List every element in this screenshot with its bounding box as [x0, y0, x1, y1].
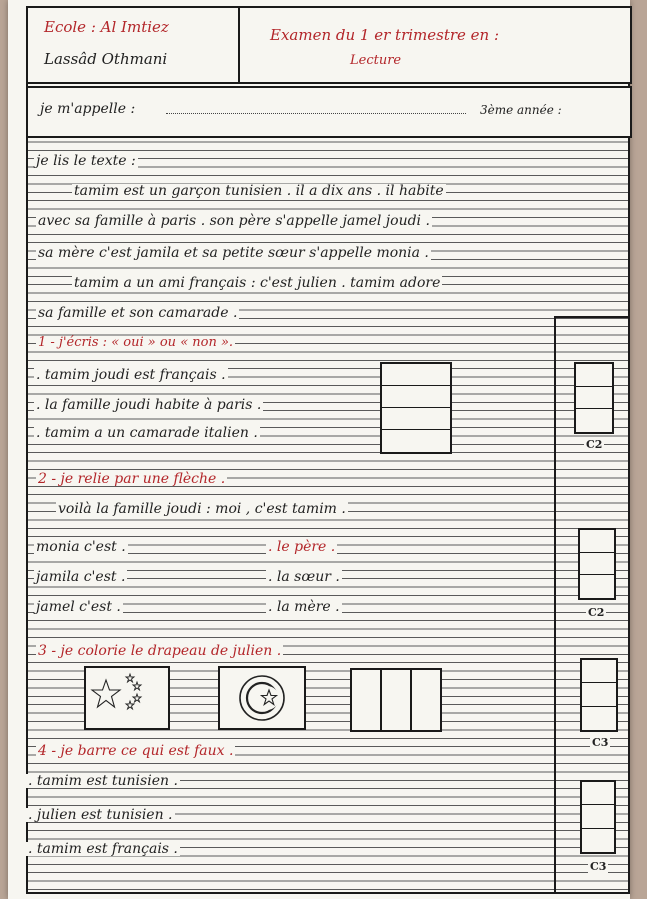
q2-left-1: monia c'est . [36, 539, 126, 555]
score-column-divider [554, 316, 556, 894]
q1-answer-box[interactable] [380, 362, 452, 454]
flag-tunisia[interactable] [218, 666, 306, 730]
flag-france-band-divider-1 [380, 670, 382, 730]
q1-answer-cell-1[interactable] [382, 364, 450, 386]
q1-item-3: . tamim a un camarade italien . [36, 425, 258, 441]
q4-score-label: C3 [590, 860, 607, 873]
q1-answer-cell-4[interactable] [382, 430, 450, 452]
score-column-top [554, 316, 630, 318]
q1-score-label: C2 [586, 438, 603, 451]
ruled-page-frame [26, 6, 630, 894]
q1-title: 1 - j'écris : « oui » ou « non ». [38, 335, 234, 350]
q1-score-box[interactable] [574, 362, 614, 434]
q2-left-2: jamila c'est . [36, 569, 126, 585]
q2-score-label: C2 [588, 606, 605, 619]
reading-line-4: tamim a un ami français : c'est julien . tamim adore [74, 275, 441, 291]
q1-item-2: . la famille joudi habite à paris . [36, 397, 262, 413]
flag-tunisia-icon [220, 668, 304, 728]
flag-france[interactable] [350, 668, 442, 732]
name-label: je m'appelle : [40, 101, 136, 117]
reading-line-3: sa mère c'est jamila et sa petite sœur s'appelle monia . [38, 245, 429, 261]
q4-title: 4 - je barre ce qui est faux . [38, 743, 234, 759]
q2-right-2: . la sœur . [268, 569, 340, 585]
q2-right-3: . la mère . [268, 599, 340, 615]
exam-title-box [238, 6, 632, 84]
q3-score-label: C3 [592, 736, 609, 749]
q4-score-box[interactable] [580, 780, 616, 854]
q2-intro: voilà la famille joudi : moi , c'est tamim . [58, 501, 346, 517]
q4-item-1: . tamim est tunisien . [28, 773, 178, 789]
q2-score-box[interactable] [578, 528, 616, 600]
exam-sheet [8, 0, 630, 899]
reading-intro: je lis le texte : [36, 153, 136, 169]
q1-item-1: . tamim joudi est français . [36, 367, 226, 383]
grade-label: 3ème année : [480, 103, 562, 117]
q4-item-3: . tamim est français . [28, 841, 178, 857]
exam-subject: Lecture [350, 53, 402, 68]
q2-right-1: . le père . [268, 539, 336, 555]
school-name-line2: Lassâd Othmani [44, 50, 168, 68]
q3-score-box[interactable] [580, 658, 618, 732]
q2-title: 2 - je relie par une flèche . [38, 471, 226, 487]
flag-france-band-divider-2 [410, 670, 412, 730]
reading-line-5: sa famille et son camarade . [38, 305, 238, 321]
q1-answer-cell-2[interactable] [382, 386, 450, 408]
school-name-line1: Ecole : Al Imtiez [44, 18, 169, 36]
name-dotted-line[interactable] [166, 112, 466, 114]
q1-answer-cell-3[interactable] [382, 408, 450, 430]
exam-title: Examen du 1 er trimestre en : [270, 26, 500, 44]
q4-item-2: . julien est tunisien . [28, 807, 173, 823]
reading-line-2: avec sa famille à paris . son père s'appelle jamel joudi . [38, 213, 430, 229]
q3-title: 3 - je colorie le drapeau de julien . [38, 643, 282, 659]
flag-china-icon [86, 668, 168, 728]
flag-china[interactable] [84, 666, 170, 730]
reading-line-1: tamim est un garçon tunisien . il a dix ans . il habite [74, 183, 444, 199]
q2-left-3: jamel c'est . [36, 599, 121, 615]
